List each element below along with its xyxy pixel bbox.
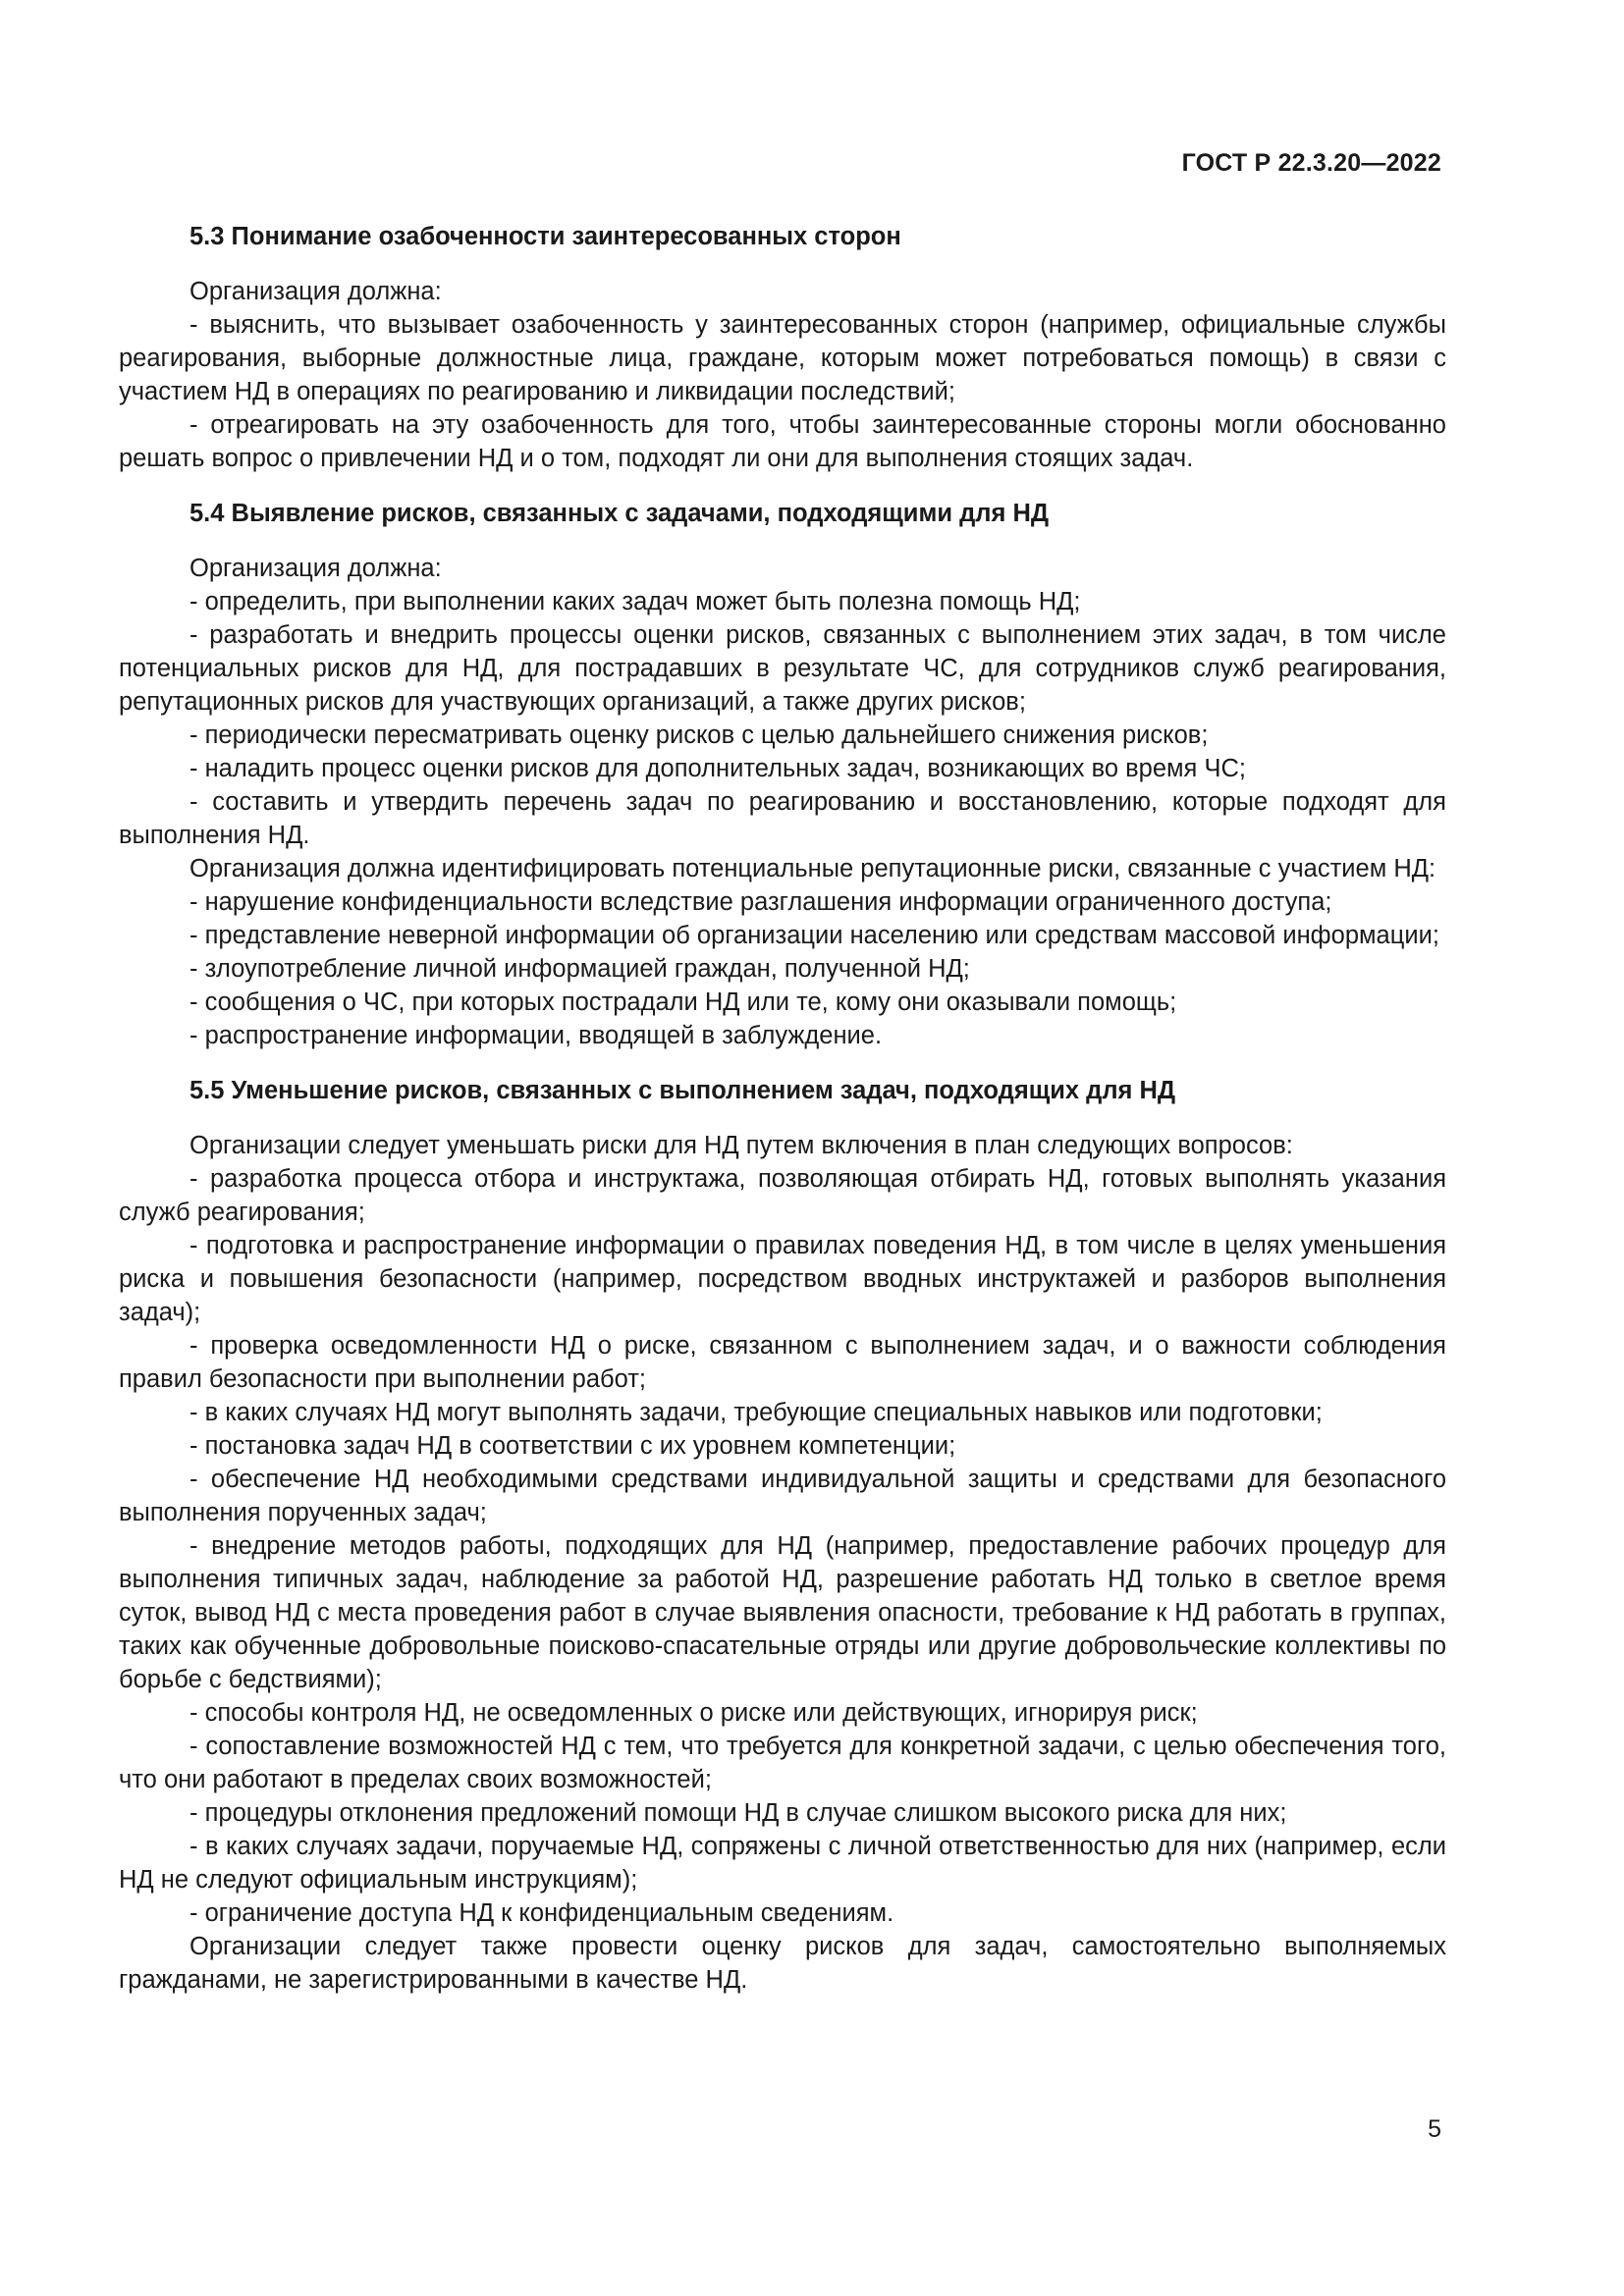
list-item: - внедрение методов работы, подходящих для НД (например, предоставление рабочих процедур для выполнения типичных задач, наблюдение за работой НД, разрешение работать НД только в светлое время суток, вывод НД с места проведения работ в случае выявления опасности, требование к НД работать в группах, таких как обученные добровольные поисково-спасательные отряды или другие добровольческие коллективы по борьбе с бедствиями); <box>119 1532 1446 1693</box>
list-item: - постановка задач НД в соответствии с их уровнем компетенции; <box>189 1432 956 1460</box>
page-number: 5 <box>1428 2115 1441 2143</box>
section-3 <box>119 220 1446 475</box>
section-5 <box>119 1074 1446 1997</box>
list-item: - в каких случаях задачи, поручаемые НД, сопряжены с личной ответственностью для них (например, если НД не следуют официальным инструкциям); <box>119 1833 1446 1894</box>
list-item: - представление неверной информации об организации населению или средствам массовой информации; <box>189 922 1439 949</box>
section-heading: 5.5 Уменьшение рисков, связанных с выполнением задач, подходящих для НД <box>189 1077 1176 1104</box>
paragraph: Организации следует также провести оценку рисков для задач, самостоятельно выполняемых гражданами, не зарегистрированными в качестве НД. <box>119 1933 1446 1994</box>
list-item: - сопоставление возможностей НД с тем, что требуется для конкретной задачи, с целью обеспечения того, что они работают в пределах своих возможностей; <box>119 1733 1446 1793</box>
list-item: - выяснить, что вызывает озабоченность у заинтересованных сторон (например, официальные службы реагирования, выборные должностные лица, граждане, которым может потребоваться помощь) в связи с участием НД в операциях по реагированию и ликвидации последствий; <box>119 311 1446 405</box>
list-item: - определить, при выполнении каких задач может быть полезна помощь НД; <box>189 588 1081 615</box>
list-item: - разработать и внедрить процессы оценки рисков, связанных с выполнением этих задач, в том числе потенциальных рисков для НД, для пострадавших в результате ЧС, для сотрудников служб реагирования, репутационных рисков для участвующих организаций, а также других рисков; <box>119 621 1446 716</box>
document-code: ГОСТ Р 22.3.20—2022 <box>1181 149 1441 177</box>
list-item: - проверка осведомленности НД о риске, связанном с выполнением задач, и о важности соблюдения правил безопасности при выполнении работ; <box>119 1332 1446 1393</box>
list-item: - обеспечение НД необходимыми средствами индивидуальной защиты и средствами для безопасного выполнения порученных задач; <box>119 1466 1446 1526</box>
list-item: - периодически пересматривать оценку рисков с целью дальнейшего снижения рисков; <box>189 721 1209 749</box>
list-item: - сообщения о ЧС, при которых пострадали НД или те, кому они оказывали помощь; <box>189 988 1177 1016</box>
list-item: - наладить процесс оценки рисков для дополнительных задач, возникающих во время ЧС; <box>189 755 1246 782</box>
paragraph: Организация должна: <box>189 555 442 582</box>
list-item: - отреагировать на эту озабоченность для того, чтобы заинтересованные стороны могли обоснованно решать вопрос о привлечении НД и о том, подходят ли они для выполнения стоящих задач. <box>119 411 1446 472</box>
paragraph: Организация должна идентифицировать потенциальные репутационные риски, связанные с участием НД: <box>189 855 1436 882</box>
list-item: - ограничение доступа НД к конфиденциальным сведениям. <box>189 1899 894 1927</box>
paragraph: Организации следует уменьшать риски для НД путем включения в план следующих вопросов: <box>189 1132 1293 1159</box>
section-heading: 5.4 Выявление рисков, связанных с задачами, подходящими для НД <box>189 500 1050 527</box>
list-item: - разработка процесса отбора и инструктажа, позволяющая отбирать НД, готовых выполнять указания служб реагирования; <box>119 1165 1446 1226</box>
list-item: - нарушение конфиденциальности вследствие разглашения информации ограниченного доступа; <box>189 888 1332 916</box>
section-4 <box>119 497 1446 1052</box>
list-item: - составить и утвердить перечень задач по реагированию и восстановлению, которые подходят для выполнения НД. <box>119 788 1446 849</box>
section-heading: 5.3 Понимание озабоченности заинтересованных сторон <box>189 223 901 250</box>
list-item: - способы контроля НД, не осведомленных о риске или действующих, игнорируя риск; <box>189 1699 1198 1727</box>
list-item: - подготовка и распространение информации о правилах поведения НД, в том числе в целях уменьшения риска и повышения безопасности (например, посредством вводных инструктажей и разборов выполнения задач); <box>119 1232 1446 1326</box>
list-item: - распространение информации, вводящей в заблуждение. <box>189 1022 883 1049</box>
list-item: - злоупотребление личной информацией граждан, полученной НД; <box>189 955 970 983</box>
list-item: - в каких случаях НД могут выполнять задачи, требующие специальных навыков или подготовки; <box>189 1399 1323 1426</box>
list-item: - процедуры отклонения предложений помощи НД в случае слишком высокого риска для них; <box>189 1799 1287 1827</box>
paragraph: Организация должна: <box>189 278 442 305</box>
document-body <box>119 220 1446 2018</box>
